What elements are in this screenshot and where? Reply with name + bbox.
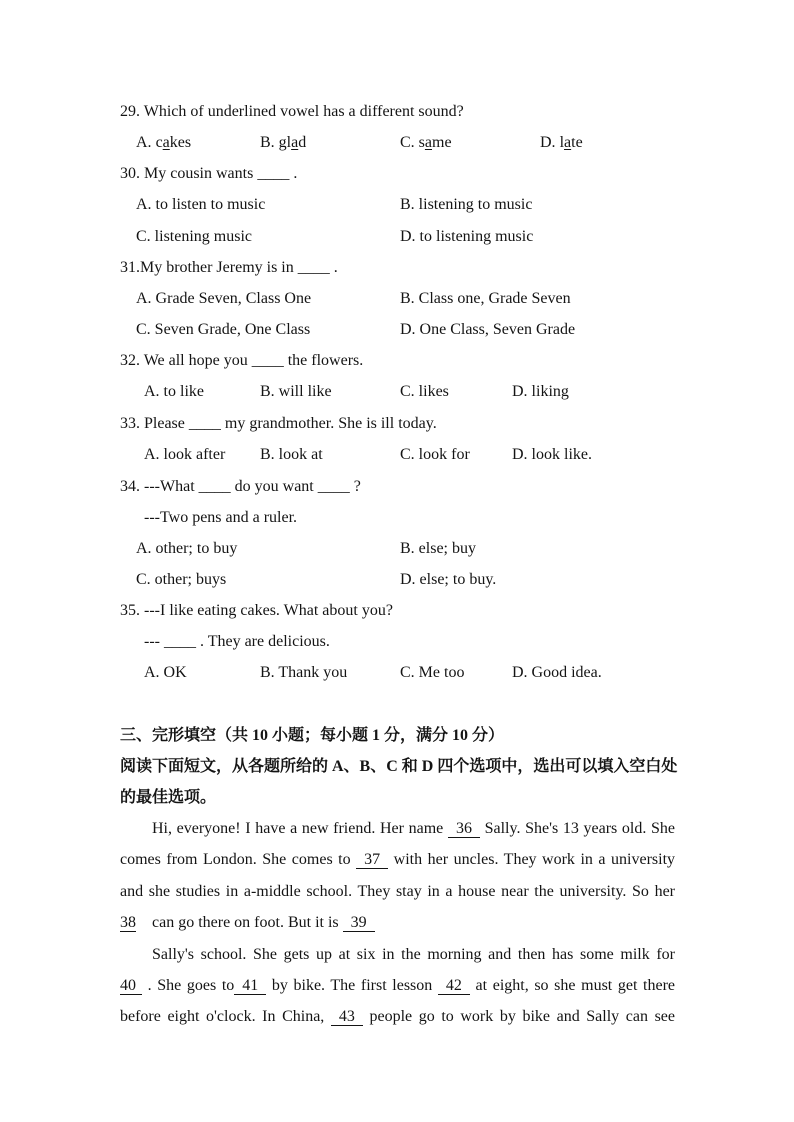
blank-42: 42 xyxy=(438,978,470,995)
question-29-option-b xyxy=(260,133,306,153)
question-34-option-a: A. other; to buy xyxy=(136,540,238,557)
question-32-option-d: D. liking xyxy=(512,383,569,400)
question-35-stem: 35. ---I like eating cakes. What about you? xyxy=(120,602,393,619)
question-35-option-a: A. OK xyxy=(144,664,187,681)
blank-37: 37 xyxy=(356,852,388,869)
passage-text: Sally. She's 13 years old. She xyxy=(484,820,676,837)
section-heading: 三、完形填空（共 10 小题；每小题 1 分，满分 10 分） xyxy=(120,727,505,744)
passage-line-1 xyxy=(152,819,675,839)
question-32-option-a: A. to like xyxy=(144,383,204,400)
question-29-stem: 29. Which of underlined vowel has a different sound? xyxy=(120,103,464,120)
passage-line-5 xyxy=(152,945,675,965)
passage-line-3 xyxy=(120,882,675,902)
question-35-option-d: D. Good idea. xyxy=(512,664,602,681)
passage-text: and she studies in a-middle school. They stay in a house near the university. So her xyxy=(120,883,675,900)
question-34-option-c: C. other; buys xyxy=(136,571,227,588)
passage-text: with her uncles. They work in a university xyxy=(393,851,676,868)
blank-40: 40 xyxy=(120,978,142,995)
section-instructions-line-2: 的最佳选项。 xyxy=(120,789,217,806)
passage-text: before eight o'clock. In China, xyxy=(120,1008,325,1025)
underlined-vowel: a xyxy=(564,134,572,151)
question-29-option-c xyxy=(400,133,452,153)
question-29-option-a xyxy=(136,133,191,153)
question-31-option-b: B. Class one, Grade Seven xyxy=(400,290,571,307)
passage-text: at eight, so she must get there xyxy=(475,977,676,994)
blank-36: 36 xyxy=(448,821,480,838)
question-31-option-a: A. Grade Seven, Class One xyxy=(136,290,312,307)
blank-43: 43 xyxy=(331,1009,363,1026)
underlined-vowel: a xyxy=(424,134,433,151)
blank-41: 41 xyxy=(234,978,266,995)
question-34-reply: ---Two pens and a ruler. xyxy=(144,509,298,526)
option-word-end: d xyxy=(298,134,307,151)
passage-line-7 xyxy=(120,1007,675,1027)
question-30-option-b: B. listening to music xyxy=(400,196,533,213)
passage-line-2 xyxy=(120,850,675,870)
question-33-option-c: C. look for xyxy=(400,446,470,463)
option-word-start: s xyxy=(418,134,425,151)
option-label: A. xyxy=(136,134,152,151)
passage-text: Sally's school. She gets up at six in the morning and then has some milk for xyxy=(152,946,675,963)
option-label: D. xyxy=(540,134,556,151)
question-33-option-d: D. look like. xyxy=(512,446,592,463)
section-instructions-line-1: 阅读下面短文，从各题所给的 A、B、C 和 D 四个选项中，选出可以填入空白处 xyxy=(120,758,678,775)
option-word-start: l xyxy=(559,134,565,151)
question-30-option-a: A. to listen to music xyxy=(136,196,266,213)
underlined-vowel: a xyxy=(291,134,299,151)
blank-38: 38 xyxy=(120,914,136,931)
passage-line-6 xyxy=(120,976,675,996)
question-29-option-d xyxy=(540,133,583,153)
question-32-stem: 32. We all hope you ____ the flowers. xyxy=(120,352,364,369)
option-label: C. xyxy=(400,134,415,151)
passage-text: comes from London. She comes to xyxy=(120,851,351,868)
question-34-stem: 34. ---What ____ do you want ____ ? xyxy=(120,478,361,495)
option-word-end: me xyxy=(432,134,452,151)
option-word-start: gl xyxy=(278,134,292,151)
passage-line-4 xyxy=(120,913,675,933)
question-31-option-c: C. Seven Grade, One Class xyxy=(136,321,311,338)
option-word-end: kes xyxy=(169,134,192,151)
question-31-option-d: D. One Class, Seven Grade xyxy=(400,321,576,338)
passage-text: by bike. The first lesson xyxy=(271,977,433,994)
question-33-stem: 33. Please ____ my grandmother. She is ill today. xyxy=(120,415,437,432)
question-30-option-d: D. to listening music xyxy=(400,228,534,245)
blank-39: 39 xyxy=(343,915,375,932)
question-34-option-b: B. else; buy xyxy=(400,540,476,557)
question-32-option-b: B. will like xyxy=(260,383,332,400)
option-word-start: c xyxy=(155,134,163,151)
question-30-stem: 30. My cousin wants ____ . xyxy=(120,165,298,182)
question-34-option-d: D. else; to buy. xyxy=(400,571,497,588)
passage-text: people go to work by bike and Sally can see xyxy=(369,1008,675,1025)
question-32-option-c: C. likes xyxy=(400,383,449,400)
passage-text: can go there on foot. But it is xyxy=(152,914,339,931)
question-33-option-b: B. look at xyxy=(260,446,323,463)
question-35-reply: --- ____ . They are delicious. xyxy=(144,633,330,650)
question-30-option-c: C. listening music xyxy=(136,228,252,245)
passage-text: Hi, everyone! I have a new friend. Her name xyxy=(152,820,444,837)
question-35-option-c: C. Me too xyxy=(400,664,465,681)
passage-text: . She goes to xyxy=(147,977,235,994)
question-33-option-a: A. look after xyxy=(144,446,226,463)
underlined-vowel: a xyxy=(162,134,170,151)
question-31-stem: 31.My brother Jeremy is in ____ . xyxy=(120,259,338,276)
option-word-end: te xyxy=(571,134,583,151)
question-35-option-b: B. Thank you xyxy=(260,664,348,681)
option-label: B. xyxy=(260,134,275,151)
